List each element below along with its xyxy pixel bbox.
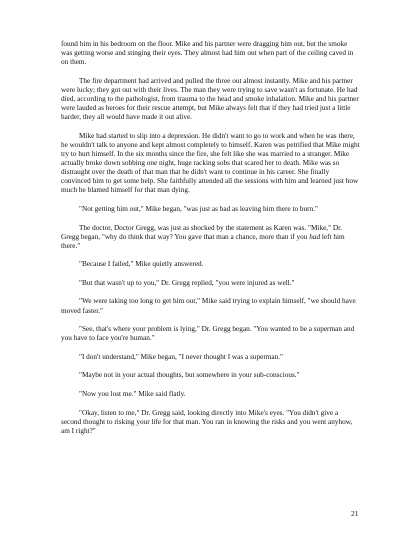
paragraph-2: The fire department had arrived and pulled the three out almost instantly. Mike and his partner were lucky; they got out with their lives. The man they were trying to save wasn't as fortunate. He had died, according to the pathologist, from trauma to the head and smoke inhalation. Mike and his partner were lauded as heroes for their rescue attempt, but Mike always felt that if they had tried just a little harder, they all would have made it out alive. (61, 76, 359, 122)
paragraph-5-emphasis: had (309, 232, 321, 241)
paragraph-8: "We were taking too long to get him out," Mike said trying to explain himself, "we should have moved faster." (61, 297, 356, 315)
paragraph-12: "Now you lost me." Mike said flatly. (79, 390, 186, 399)
paragraph-1: found him in his bedroom on the floor. Mike and his partner were dragging him out, but the smoke was getting worse and stinging their eyes. They almost had him out when part of the ceiling caved in on them. (61, 40, 354, 67)
paragraph-11: "Maybe not in your actual thoughts, but somewhere in your sub-conscious." (79, 371, 300, 380)
paragraph-13: "Okay, listen to me," Dr. Gregg said, looking directly into Mike's eyes. "You didn't give a second thought to risking your life for that man. You ran in knowing the risks and you went anyhow, am I right?" (61, 408, 353, 435)
paragraph-3: Mike had started to slip into a depression. He didn't want to go to work and when he was there, he wouldn't talk to anyone and kept almost completely to himself. Karen was petrified that Mike might try to hurt himself. In the six months since the fire, she felt like she was married to a stranger. Mike actually broke down sobbing one night, huge racking sobs that scared her to death. Mike was so distraught over the death of that man that he didn't want to continue in his career. She finally convinced him to get some help. She faithfully attended all the sessions with him and learned just how much he blamed himself for that man dying. (61, 131, 360, 195)
paragraph-9: "See, that's where your problem is lying," Dr. Gregg began. "You wanted to be a superman and you have to face you're human." (61, 325, 355, 343)
page-number: 21 (351, 509, 359, 518)
paragraph-5 (61, 224, 360, 251)
paragraph-4: "Not getting him out," Mike began, "was just as bad as leaving him there to burn." (79, 204, 318, 213)
page-body-text (61, 40, 360, 445)
paragraph-10: "I don't understand," Mike began, "I never thought I was a superman." (79, 352, 284, 361)
paragraph-5-text-before: The doctor, Doctor Gregg, was just as shocked by the statement as Karen was. "Mike," Dr. Gregg began, "why do think that way? You gave that man a chance, more than if you (61, 223, 342, 241)
paragraph-6: "Because I failed," Mike quietly answered. (79, 260, 204, 269)
paragraph-7: "But that wasn't up to you," Dr. Gregg replied, "you were injured as well." (79, 278, 295, 287)
paragraph-5-text-after: left him there." (61, 232, 345, 250)
